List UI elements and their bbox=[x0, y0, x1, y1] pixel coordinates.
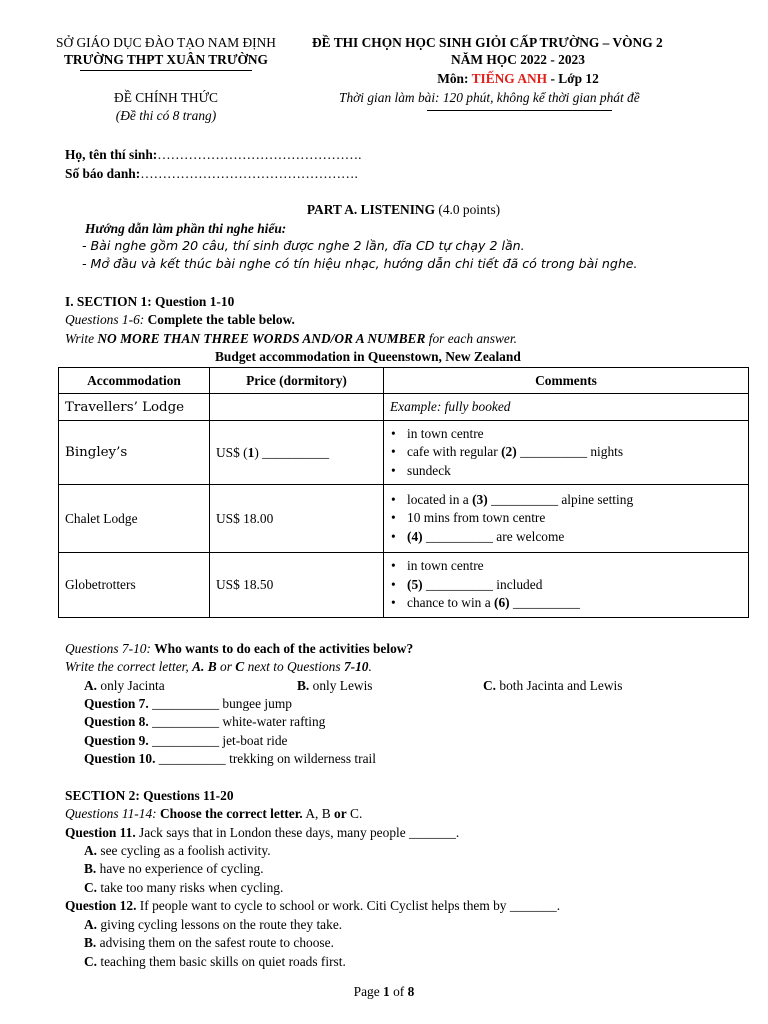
table-row bbox=[59, 485, 749, 553]
question-11-option-c: C. take too many risks when cycling. bbox=[84, 880, 284, 895]
list-item: • chance to win a (6) __________ bbox=[390, 594, 742, 613]
price-blank: ) __________ bbox=[254, 444, 330, 460]
candidate-id-label: Số báo danh: bbox=[65, 166, 141, 181]
pages-note: (Đề thi có 8 trang) bbox=[115, 108, 217, 123]
list-item: • (4) __________ are welcome bbox=[390, 528, 742, 547]
list-item: • sundeck bbox=[390, 462, 742, 481]
time-underline bbox=[427, 110, 612, 111]
header-accommodation: Accommodation bbox=[59, 368, 210, 394]
cell-name-globetrotters: Globetrotters bbox=[59, 553, 210, 618]
option-c: C. both Jacinta and Lewis bbox=[483, 678, 623, 693]
candidate-name-line bbox=[65, 147, 361, 162]
option-b: B. only Lewis bbox=[297, 678, 373, 693]
subject-label: Môn: bbox=[437, 71, 469, 86]
cell-name-bingleys: Bingley’s bbox=[59, 421, 210, 485]
list-item: • in town centre bbox=[390, 425, 742, 444]
cell-name-travellers: Travellers’ Lodge bbox=[59, 394, 210, 421]
question-11: Question 11. Jack says that in London these days, many people _______. bbox=[65, 825, 460, 840]
part-a-title: PART A. LISTENING bbox=[306, 202, 436, 217]
listening-guide-2: - Mở đầu và kết thúc bài nghe có tín hiệu nhạc, hướng dẫn chi tiết đã có trong bài nghe. bbox=[82, 256, 638, 271]
section-2-title: SECTION 2: Questions 11-20 bbox=[65, 788, 234, 803]
candidate-id-line bbox=[65, 166, 358, 181]
option-a: A. only Jacinta bbox=[84, 678, 165, 693]
word-limit-bold: NO MORE THAN THREE WORDS AND/OR A NUMBER bbox=[97, 331, 426, 346]
cell-name-chalet: Chalet Lodge bbox=[59, 485, 210, 553]
question-11-option-a: A. see cycling as a foolish activity. bbox=[84, 843, 271, 858]
word-limit-instruction bbox=[65, 331, 517, 346]
price-prefix: US$ ( bbox=[216, 444, 248, 460]
question-11-option-b: B. have no experience of cycling. bbox=[84, 861, 264, 876]
header-comments: Comments bbox=[384, 368, 749, 394]
accommodation-table bbox=[58, 367, 749, 618]
list-item: • (5) __________ included bbox=[390, 576, 742, 595]
grade-label: - Lớp 12 bbox=[550, 71, 599, 86]
questions-7-10-text: Who wants to do each of the activities below? bbox=[154, 641, 414, 656]
list-item: • located in a (3) __________ alpine setting bbox=[390, 491, 742, 510]
question-12-option-c: C. teaching them basic skills on quiet roads first. bbox=[84, 954, 346, 969]
questions-7-10-label: Questions 7-10: bbox=[65, 641, 151, 656]
table-row bbox=[59, 553, 749, 618]
questions-1-6-text: Complete the table below. bbox=[147, 312, 295, 327]
question-7: Question 7. __________ bungee jump bbox=[84, 696, 292, 711]
school-underline bbox=[80, 70, 252, 71]
department-name: SỞ GIÁO DỤC ĐÀO TẠO NAM ĐỊNH bbox=[56, 35, 276, 50]
table-header-row bbox=[59, 368, 749, 394]
question-10: Question 10. __________ trekking on wilderness trail bbox=[84, 751, 376, 766]
section-1-title: I. SECTION 1: Question 1-10 bbox=[65, 294, 235, 309]
cell-comments-bingleys bbox=[384, 421, 749, 485]
listening-guide-title: Hướng dẫn làm phần thi nghe hiểu: bbox=[85, 221, 287, 236]
questions-7-10-line bbox=[65, 641, 413, 656]
listening-guide-1: - Bài nghe gồm 20 câu, thí sinh được nghe 2 lần, đĩa CD tự chạy 2 lần. bbox=[82, 238, 525, 253]
candidate-name-dots: ………………………………………. bbox=[157, 147, 362, 162]
table-title: Budget accommodation in Queenstown, New Zealand bbox=[215, 349, 521, 364]
cell-comments-globetrotters bbox=[384, 553, 749, 618]
questions-1-6-line bbox=[65, 312, 295, 327]
list-item: • cafe with regular (2) __________ nights bbox=[390, 443, 742, 462]
cell-comment-example: Example: fully booked bbox=[384, 394, 749, 421]
candidate-id-dots: …………………………………………. bbox=[140, 166, 358, 181]
table-row bbox=[59, 394, 749, 421]
word-limit-post: for each answer. bbox=[428, 331, 517, 346]
word-limit-pre: Write bbox=[65, 331, 95, 346]
question-9: Question 9. __________ jet-boat ride bbox=[84, 733, 288, 748]
questions-1-6-label: Questions 1-6: bbox=[65, 312, 145, 327]
candidate-name-label: Họ, tên thí sinh: bbox=[65, 147, 158, 162]
answer-number-1: 1 bbox=[247, 444, 255, 460]
school-name: TRƯỜNG THPT XUÂN TRƯỜNG bbox=[64, 52, 268, 67]
list-item: • in town centre bbox=[390, 557, 742, 576]
cell-comments-chalet bbox=[384, 485, 749, 553]
question-8: Question 8. __________ white-water rafting bbox=[84, 714, 326, 729]
part-a-points: (4.0 points) bbox=[438, 202, 501, 217]
questions-11-14-line: Questions 11-14: Choose the correct letter. A, B or C. bbox=[65, 806, 363, 821]
school-year: NĂM HỌC 2022 - 2023 bbox=[451, 52, 585, 67]
subject-name: TIẾNG ANH bbox=[471, 71, 548, 86]
cell-price-chalet: US$ 18.00 bbox=[210, 485, 384, 553]
header-price: Price (dormitory) bbox=[210, 368, 384, 394]
time-note: Thời gian làm bài: 120 phút, không kể thời gian phát đề bbox=[339, 90, 640, 105]
cell-price-bingleys bbox=[210, 421, 384, 485]
questions-7-10-instruction: Write the correct letter, A. B or C next to Questions 7-10. bbox=[65, 659, 372, 674]
subject-line bbox=[312, 71, 724, 86]
question-12-option-a: A. giving cycling lessons on the route they take. bbox=[84, 917, 343, 932]
page-number: Page 1 of 8 bbox=[353, 984, 415, 999]
cell-price-travellers bbox=[210, 394, 384, 421]
official-label: ĐỀ CHÍNH THỨC bbox=[114, 90, 218, 105]
cell-price-globetrotters: US$ 18.50 bbox=[210, 553, 384, 618]
table-row bbox=[59, 421, 749, 485]
question-12: Question 12. If people want to cycle to school or work. Citi Cyclist helps them by _______. bbox=[65, 898, 561, 913]
list-item: • 10 mins from town centre bbox=[390, 509, 742, 528]
exam-title: ĐỀ THI CHỌN HỌC SINH GIỎI CẤP TRƯỜNG – VÒNG 2 bbox=[312, 35, 663, 50]
part-a-heading bbox=[58, 202, 749, 217]
question-12-option-b: B. advising them on the safest route to choose. bbox=[84, 935, 334, 950]
